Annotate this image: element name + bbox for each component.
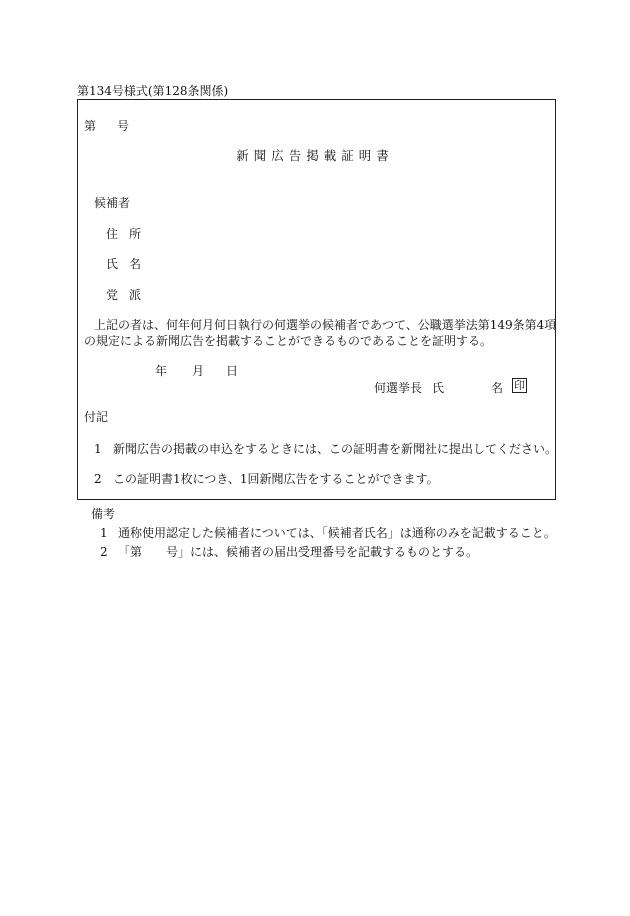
date-year-label: 年 bbox=[155, 364, 168, 378]
note-text: 新聞広告の掲載の申込をするときには、この証明書を新聞社に提出してください。 bbox=[113, 442, 558, 456]
remark-text: 「第 号」には、候補者の届出受理番号を記載するものとする。 bbox=[118, 545, 479, 559]
signature-mei-label: 名 bbox=[491, 381, 504, 395]
date-month-label: 月 bbox=[192, 364, 205, 378]
candidate-label: 候補者 bbox=[94, 196, 131, 210]
remarks-label: 備考 bbox=[91, 507, 116, 521]
form-number: 第134号様式(第128条関係) bbox=[77, 84, 229, 98]
notes-label: 付記 bbox=[84, 410, 109, 424]
remark-number: 1 bbox=[100, 526, 108, 540]
name-label-char-1: 氏 bbox=[106, 257, 119, 271]
address-label-char-2: 所 bbox=[129, 227, 142, 241]
name-label-char-2: 名 bbox=[129, 257, 142, 271]
note-number: 1 bbox=[94, 442, 102, 456]
number-label-dai: 第 bbox=[84, 119, 97, 133]
remark-number: 2 bbox=[100, 545, 108, 559]
party-label-char-2: 派 bbox=[129, 288, 142, 302]
remark-text: 通称使用認定した候補者については、「候補者氏名」は通称のみを記載すること。 bbox=[118, 526, 556, 540]
address-label-char-1: 住 bbox=[106, 227, 119, 241]
note-number: 2 bbox=[94, 472, 102, 486]
statement-line-2: の規定による新聞広告を掲載することができるものであることを証明する。 bbox=[84, 334, 493, 348]
signature-shi-label: 氏 bbox=[432, 381, 445, 395]
seal-mark: 印 bbox=[514, 379, 525, 392]
document-title: 新聞広告掲載証明書 bbox=[236, 148, 394, 163]
party-label-char-1: 党 bbox=[106, 288, 119, 302]
statement-line-1: 上記の者は、何年何月何日執行の何選挙の候補者であつて、公職選挙法第149条第4項 bbox=[94, 318, 557, 332]
note-text: この証明書1枚につき、1回新聞広告をすることができます。 bbox=[113, 472, 439, 486]
number-label-go: 号 bbox=[117, 119, 130, 133]
election-chief-label: 何選挙長 bbox=[374, 381, 423, 395]
date-day-label: 日 bbox=[226, 364, 239, 378]
